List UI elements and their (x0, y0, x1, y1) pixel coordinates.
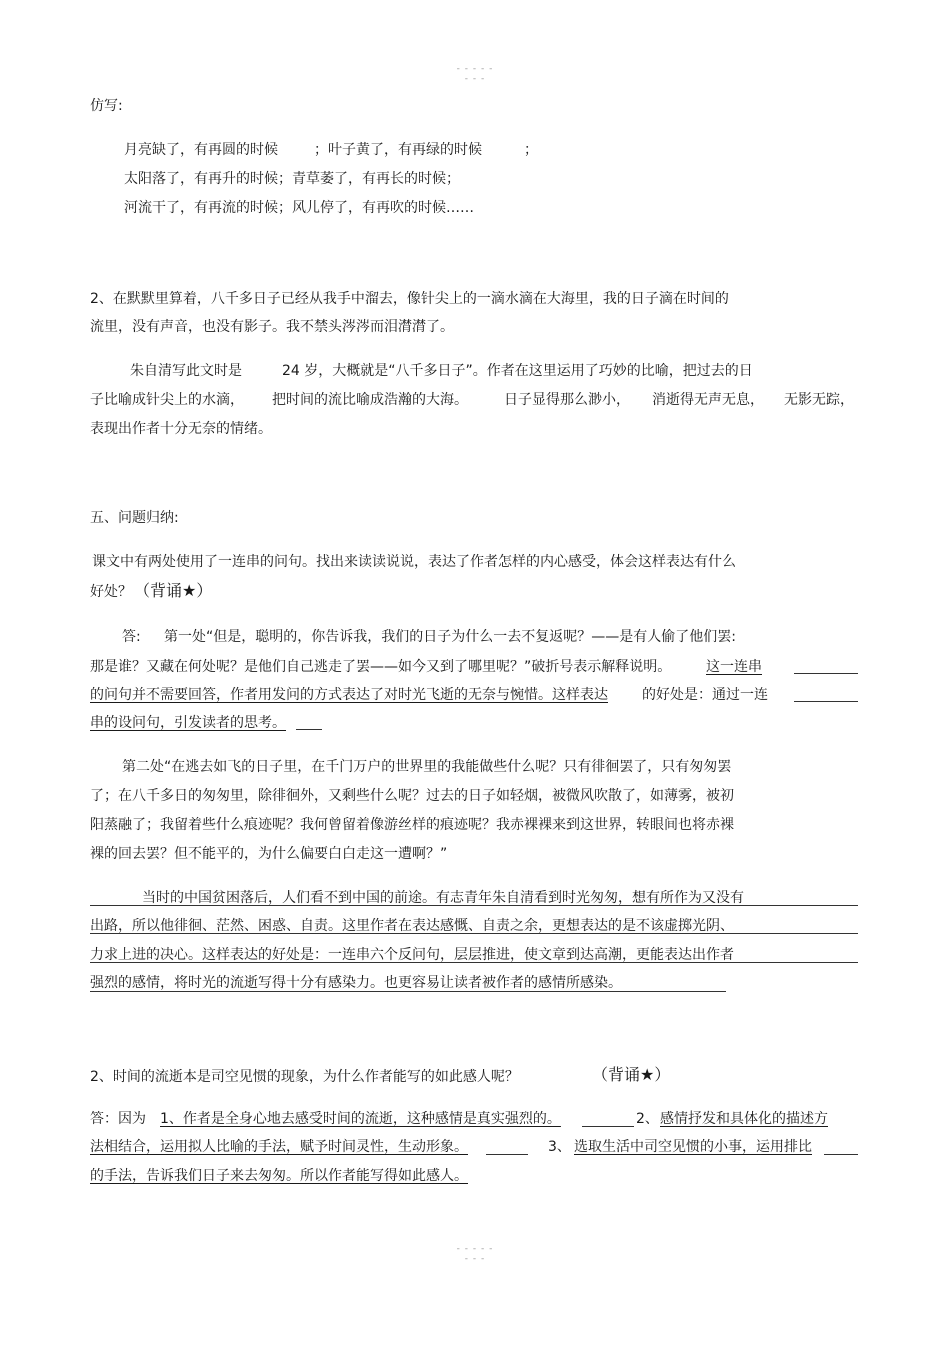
question-2-answer-2b: 3、 (548, 1139, 571, 1155)
answer-2-line-2: 了；在八千多日的匆匆里，除徘徊外，又剩些什么呢？过去的日子如轻烟，被微风吹散了，如薄雾，被初 (90, 788, 734, 804)
answer-2-line-3: 阳蒸融了；我留着些什么痕迹呢？我何曾留着像游丝样的痕迹呢？我赤裸裸来到这世界，转眼间也将赤裸 (90, 817, 734, 833)
imitation-line-2: 太阳落了，有再升的时候；青草萎了，有再长的时候； (124, 171, 460, 187)
answer-3-line-1: 当时的中国贫困落后，人们看不到中国的前途。有志青年朱自清看到时光匆匆，想有所作为又没有 (142, 890, 744, 906)
explain-line-1a: 朱自清写此文时是 (130, 363, 242, 379)
blank-underline (582, 1126, 634, 1127)
imitation-line-3: 河流干了，有再流的时候；风儿停了，有再吹的时候…… (124, 200, 474, 216)
imitation-line-1c: ； (524, 142, 538, 158)
blank-underline (824, 1154, 858, 1155)
question-1-recite-tag: （背诵★） (134, 581, 213, 600)
quote-line-1: 2、在默默里算着，八千多日子已经从我手中溜去，像针尖上的一滴水滴在大海里，我的日子滴在时间的 (90, 291, 729, 307)
answer-underline (90, 991, 726, 992)
bottom-page-marks: - - - - - - - - (456, 1244, 494, 1264)
blank-underline (486, 1154, 528, 1155)
blank-underline (296, 729, 322, 730)
question-2-answer-2c: 选取生活中司空见惯的小事，运用排比 (574, 1139, 812, 1155)
answer-1-label: 答: (122, 629, 141, 645)
answer-underline (90, 905, 858, 906)
blank-underline (794, 673, 858, 674)
quote-line-2: 流里，没有声音，也没有影子。我不禁头涔涔而泪潸潸了。 (90, 319, 454, 335)
answer-1-line-3b: 的好处是：通过一连 (642, 687, 768, 703)
question-2-answer-2a: 法相结合，运用拟人比喻的手法，赋予时间灵性，生动形象。 (90, 1139, 468, 1155)
answer-2-line-1: 第二处“在逃去如飞的日子里，在千门万户的世界里的我能做些什么呢？只有徘徊罢了，只有匆匆罢 (122, 759, 732, 775)
answer-1-line-3a: 的问句并不需要回答，作者用发问的方式表达了对时光飞逝的无奈与惋惜。这样表达 (90, 687, 608, 703)
explain-line-2b: 把时间的流比喻成浩瀚的大海。 (272, 392, 468, 408)
question-2-recite-tag: （背诵★） (592, 1065, 671, 1084)
imitation-line-1b: ；叶子黄了，有再绿的时候 (314, 142, 482, 158)
answer-underline (90, 933, 858, 934)
answer-1-line-1: 第一处“但是，聪明的，你告诉我，我们的日子为什么一去不复返呢？——是有人偷了他们罢: (164, 629, 736, 645)
question-2-answer-1c: 2、 (636, 1111, 659, 1127)
answer-3-line-4: 强烈的感情，将时光的流逝写得十分有感染力。也更容易让读者被作者的感情所感染。 (90, 975, 622, 991)
explain-line-2d: 消逝得无声无息， (652, 392, 764, 408)
answer-3-line-3: 力求上进的决心。这样表达的好处是：一连串六个反问句，层层推进，使文章到达高潮，更能表达出作者 (90, 947, 734, 963)
imitation-heading: 仿写: (90, 98, 123, 114)
explain-line-2c: 日子显得那么渺小， (504, 392, 630, 408)
answer-2-line-4: 裸的回去罢？但不能平的，为什么偏要白白走这一遭啊？” (90, 846, 448, 862)
explain-line-2a: 子比喻成针尖上的水滴， (90, 392, 244, 408)
blank-underline (794, 701, 858, 702)
explain-line-2e: 无影无踪， (784, 392, 854, 408)
question-1-line-1: 课文中有两处使用了一连串的问句。找出来读读说说，表达了作者怎样的内心感受，体会这样表达有什么 (92, 554, 736, 570)
answer-1-line-2a: 那是谁？又藏在何处呢？是他们自己逃走了罢——如今又到了哪里呢？”破折号表示解释说明。 (90, 659, 672, 675)
question-2-answer-1b: 1、作者是全身心地去感受时间的流逝，这种感情是真实强烈的。 (160, 1111, 561, 1127)
question-1-line-2: 好处？ (90, 584, 132, 600)
question-2-answer-1d: 感情抒发和具体化的描述方 (660, 1111, 828, 1127)
question-2: 2、时间的流逝本是司空见惯的现象，为什么作者能写的如此感人呢？ (90, 1069, 519, 1085)
imitation-line-1a: 月亮缺了，有再圆的时候 (124, 142, 278, 158)
explain-line-3: 表现出作者十分无奈的情绪。 (90, 421, 272, 437)
section-5-heading: 五、问题归纳: (90, 510, 179, 526)
question-2-answer-1a: 答：因为 (90, 1111, 146, 1127)
answer-3-line-2: 出路，所以他徘徊、茫然、困惑、自责。这里作者在表达感慨、自责之余，更想表达的是不该虚掷光阴、 (90, 918, 734, 934)
question-2-answer-3: 的手法，告诉我们日子来去匆匆。所以作者能写得如此感人。 (90, 1168, 468, 1184)
answer-underline (90, 962, 858, 963)
answer-1-line-4: 串的设问句，引发读者的思考。 (90, 715, 286, 731)
explain-line-1b: 24 岁，大概就是“八千多日子”。作者在这里运用了巧妙的比喻，把过去的日 (282, 363, 753, 379)
top-page-marks: - - - - - - - - (456, 64, 494, 84)
answer-1-line-2b: 这一连串 (706, 659, 762, 675)
